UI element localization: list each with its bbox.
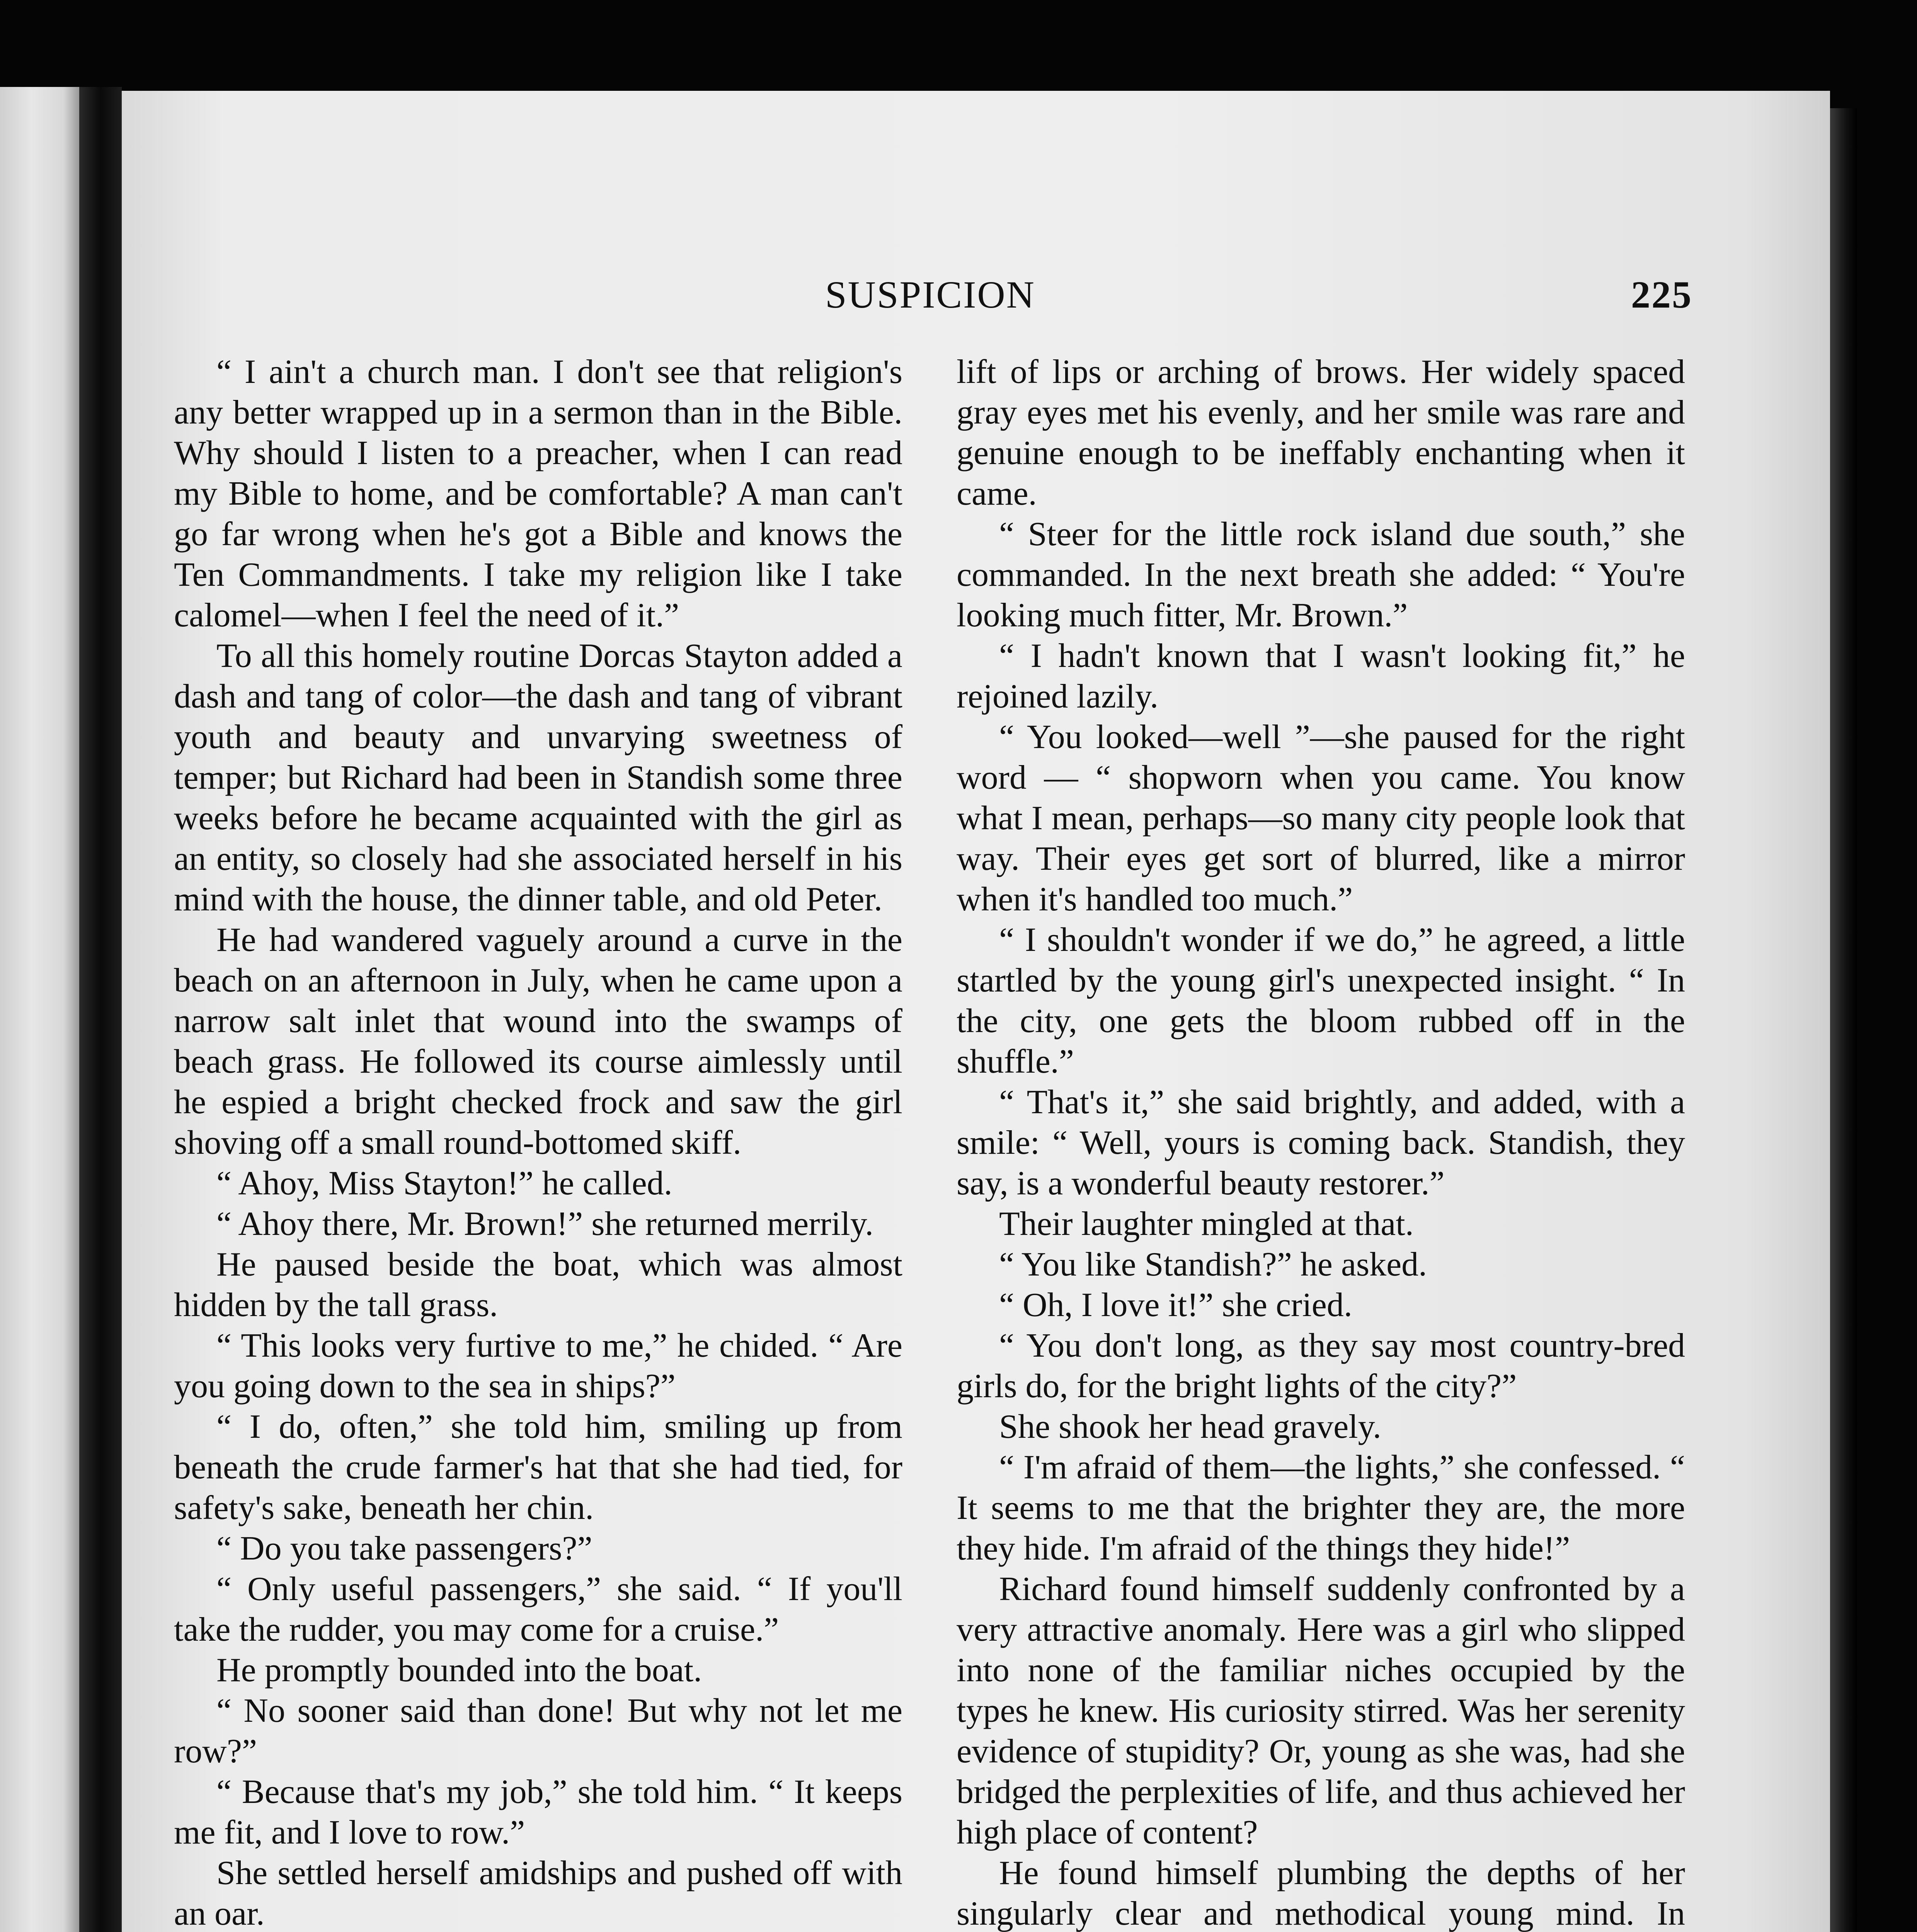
paragraph: “ Oh, I love it!” she cried. [999, 1286, 1352, 1324]
paragraph: “ I ain't a church man. I don't see that religion's any better wrapped up in a sermon than in the Bible. Why should I listen to a preacher, when I can read my Bible to home, and be comfortable? A man can't go far wrong when he's got a Bible and knows the Ten Commandments. I take my religion like I take calomel—when I feel the need of it.” [174, 353, 902, 634]
paragraph: “ You looked—well ”—she paused for the right word — “ shopworn when you came. You know what I mean, perhaps—so many city people look that way. Their eyes get sort of blurred, like a mirror when it's handled too much.” [957, 718, 1685, 918]
paragraph: Their laughter mingled at that. [999, 1205, 1414, 1243]
facing-page-edge [0, 87, 79, 1932]
paragraph: She settled herself amidships and pushed off with an oar. [174, 1854, 902, 1932]
paragraph: “ That's it,” she said brightly, and added, with a smile: “ Well, yours is coming back. Standish, they say, is a wonderful beauty restorer.” [957, 1083, 1685, 1202]
paragraph: “ Ahoy, Miss Stayton!” he called. [216, 1165, 672, 1202]
paragraph: “ I hadn't known that I wasn't looking fit,” he rejoined lazily. [957, 637, 1685, 715]
book-page [122, 91, 1830, 1932]
paragraph: He had wandered vaguely around a curve in the beach on an afternoon in July, when he came upon a narrow salt inlet that wound into the swamps of beach grass. He followed its course aimlessly until he espied a bright checked frock and saw the girl shoving off a small round-bottomed skiff. [174, 921, 902, 1162]
running-title: SUSPICION [825, 273, 1035, 316]
paragraph: “ Ahoy there, Mr. Brown!” she returned merrily. [216, 1205, 874, 1243]
paragraph: To all this homely routine Dorcas Stayton added a dash and tang of color—the dash and tang of vibrant youth and beauty and unvarying sweetness of temper; but Richard had been in Standish some three weeks before he became acquainted with the girl as an entity, so closely had she associated herself in his mind with the house, the dinner table, and old Peter. [174, 637, 902, 918]
paragraph-continuation: lift of lips or arching of brows. Her widely spaced gray eyes met his evenly, and her smile was rare and genuine enough to be ineffably enchanting when it came. [957, 353, 1685, 512]
left-column [174, 352, 902, 1932]
paragraph: “ Because that's my job,” she told him. “ It keeps me fit, and I love to row.” [174, 1773, 902, 1851]
page-edge-shadow [1830, 108, 1857, 1932]
page-number: 225 [1631, 273, 1692, 316]
paragraph: She shook her head gravely. [999, 1408, 1381, 1446]
paragraph: “ Only useful passengers,” she said. “ If you'll take the rudder, you may come for a cruise.” [174, 1570, 902, 1648]
paragraph: “ No sooner said than done! But why not let me row?” [174, 1692, 902, 1770]
paragraph: He promptly bounded into the boat. [216, 1651, 702, 1689]
paragraph: “ I do, often,” she told him, smiling up from beneath the crude farmer's hat that she had tied, for safety's sake, beneath her chin. [174, 1408, 902, 1527]
paragraph: He paused beside the boat, which was almost hidden by the tall grass. [174, 1246, 902, 1324]
paragraph: He found himself plumbing the depths of her singularly clear and methodical young mind. In [957, 1854, 1685, 1932]
paragraph: “ You don't long, as they say most country-bred girls do, for the bright lights of the city?” [957, 1327, 1685, 1405]
right-column [957, 352, 1685, 1932]
paragraph: “ This looks very furtive to me,” he chided. “ Are you going down to the sea in ships?” [174, 1327, 902, 1405]
book-gutter [79, 87, 122, 1932]
paragraph: “ I'm afraid of them—the lights,” she confessed. “ It seems to me that the brighter they are, the more they hide. I'm afraid of the things they hide!” [957, 1449, 1685, 1567]
paragraph: “ Steer for the little rock island due south,” she commanded. In the next breath she added: “ You're looking much fitter, Mr. Brown.” [957, 515, 1685, 634]
paragraph: Richard found himself suddenly confronted by a very attractive anomaly. Here was a girl who slipped into none of the familiar niches occupied by the types he knew. His curiosity stirred. Was her serenity evidence of stupidity? Or, young as she was, had she bridged the perplexities of life, and thus achieved her high place of content? [957, 1570, 1685, 1851]
paragraph: “ You like Standish?” he asked. [999, 1246, 1427, 1283]
paragraph: “ I shouldn't wonder if we do,” he agreed, a little startled by the young girl's unexpected insight. “ In the city, one gets the bloom rubbed off in the shuffle.” [957, 921, 1685, 1080]
paragraph: “ Do you take passengers?” [216, 1530, 592, 1567]
